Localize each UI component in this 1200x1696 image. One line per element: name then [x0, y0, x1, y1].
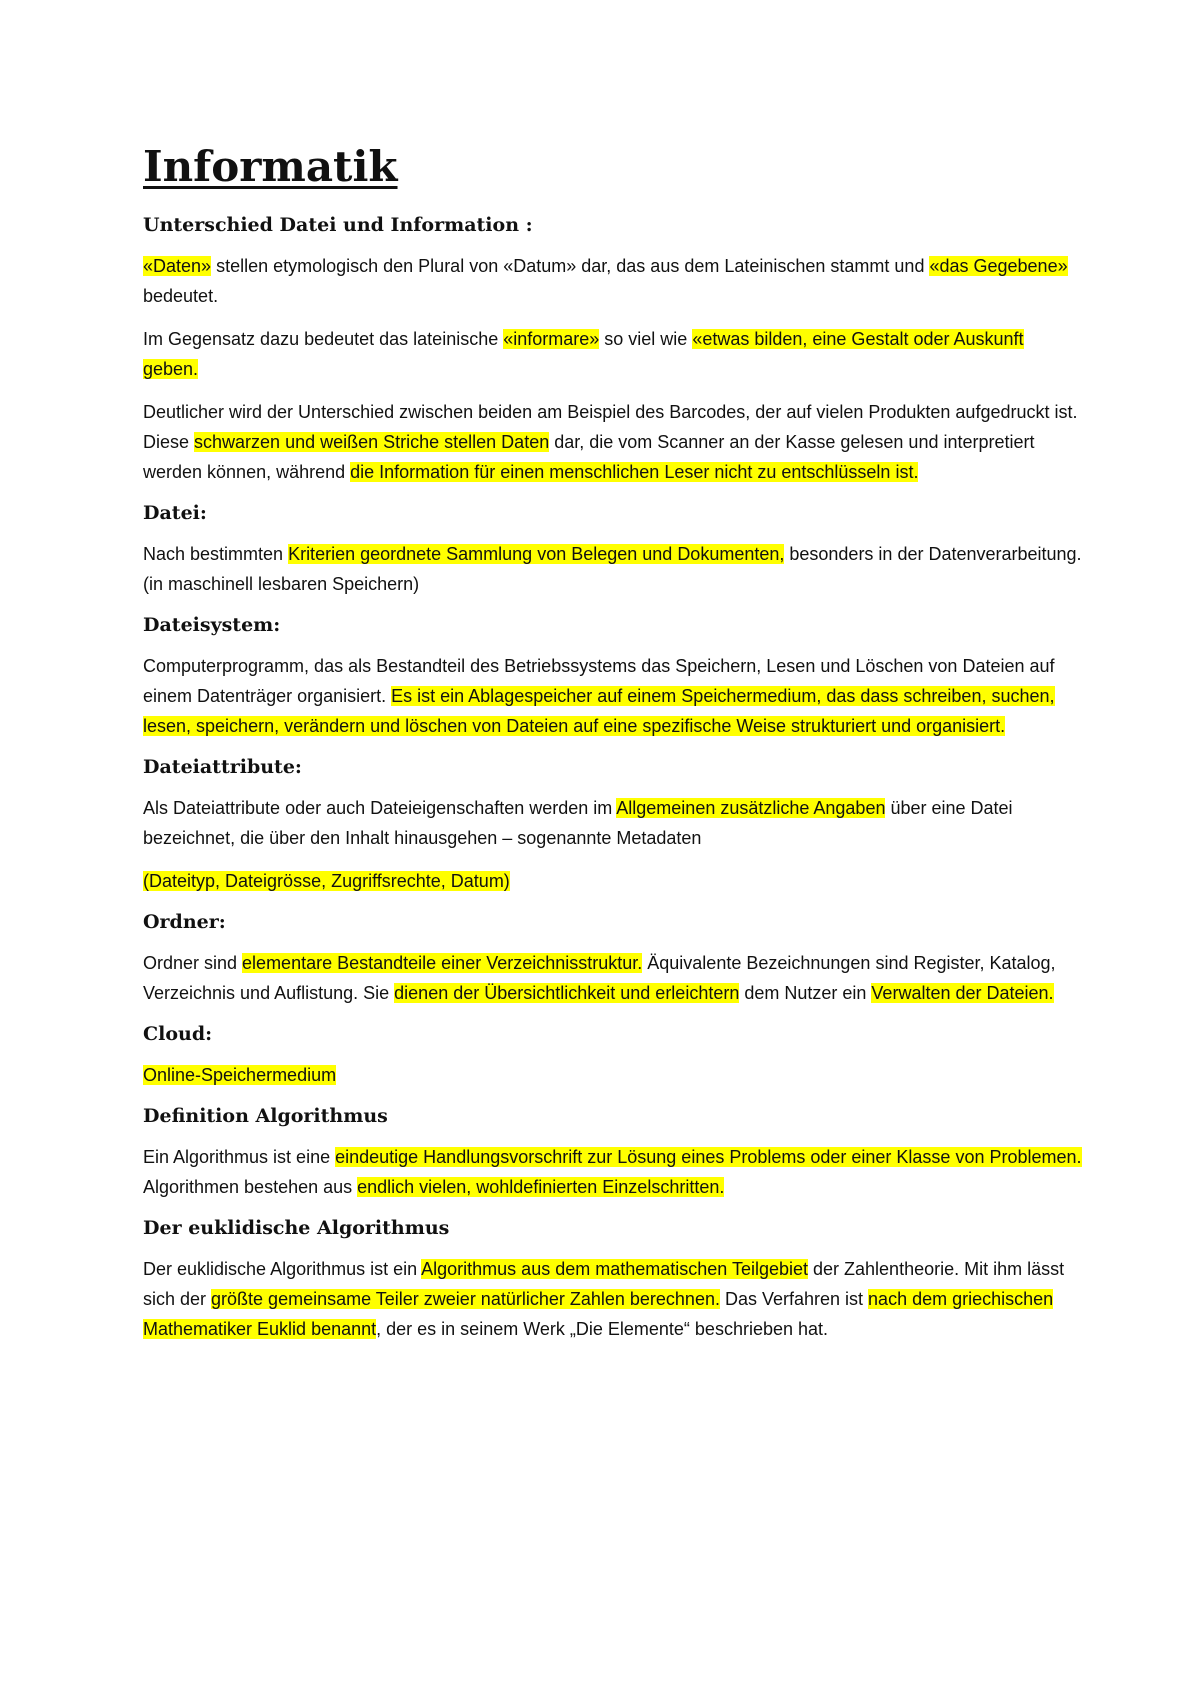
- text-run: über eine Datei bezeichnet, die über den Inhalt hinausgehen – sogenannte Metadaten: [143, 798, 1013, 848]
- highlighted-text: nach dem griechischen Mathematiker Euklid benannt: [143, 1289, 1054, 1339]
- highlighted-text: (Dateityp, Dateigrösse, Zugriffsrechte, Datum): [143, 871, 510, 891]
- paragraph: [143, 651, 1083, 741]
- highlighted-text: Verwalten der Dateien.: [871, 983, 1054, 1003]
- section-heading: Definition Algorithmus: [143, 1105, 388, 1127]
- section-heading: Dateisystem:: [143, 614, 281, 636]
- highlighted-text: «das Gegebene»: [929, 256, 1068, 276]
- text-run: Deutlicher wird der Unterschied zwischen beiden am Beispiel des Barcodes, der auf vielen Produkten aufgedruckt ist. Diese: [143, 402, 1078, 452]
- highlighted-text: Kriterien geordnete Sammlung von Belegen und Dokumenten,: [288, 544, 785, 564]
- paragraph: [143, 539, 1083, 599]
- highlighted-text: endlich vielen, wohldefinierten Einzelschritten.: [357, 1177, 725, 1197]
- paragraph: [143, 866, 1083, 896]
- paragraph: [143, 324, 1083, 384]
- text-run: Computerprogramm, das als Bestandteil des Betriebssystems das Speichern, Lesen und Löschen von Dateien auf einem Datenträger organisiert.: [143, 656, 1055, 706]
- document-page: [143, 140, 1083, 1357]
- text-run: dem Nutzer ein: [739, 983, 872, 1003]
- text-run: Nach bestimmten: [143, 544, 289, 564]
- section-heading: Cloud:: [143, 1023, 213, 1045]
- document-body: [143, 212, 1083, 1344]
- text-run: Im Gegensatz dazu bedeutet das lateinische: [143, 329, 504, 349]
- text-run: stellen etymologisch den Plural von «Datum» dar, das aus dem Lateinischen stammt und: [211, 256, 930, 276]
- text-run: besonders in der Datenverarbeitung. (in maschinell lesbaren Speichern): [143, 544, 1082, 594]
- text-run: Der euklidische Algorithmus ist ein: [143, 1259, 422, 1279]
- text-run: , der es in seinem Werk „Die Elemente“ beschrieben hat.: [376, 1319, 829, 1339]
- section-heading: Datei:: [143, 502, 207, 524]
- text-run: so viel wie: [599, 329, 693, 349]
- paragraph: [143, 948, 1083, 1008]
- highlighted-text: eindeutige Handlungsvorschrift zur Lösung eines Problems oder einer Klasse von Problemen.: [335, 1147, 1082, 1167]
- text-run: Als Dateiattribute oder auch Dateieigenschaften werden im: [143, 798, 617, 818]
- section-heading: Dateiattribute:: [143, 756, 302, 778]
- highlighted-text: «informare»: [503, 329, 600, 349]
- text-run: Das Verfahren ist: [719, 1289, 869, 1309]
- section-heading: Der euklidische Algorithmus: [143, 1217, 450, 1239]
- section-heading: Unterschied Datei und Information :: [143, 214, 533, 236]
- highlighted-text: dienen der Übersichtlichkeit und erleichtern: [394, 983, 740, 1003]
- highlighted-text: Allgemeinen zusätzliche Angaben: [616, 798, 886, 818]
- text-run: dar, die vom Scanner an der Kasse gelesen und interpretiert werden können, während: [143, 432, 1035, 482]
- paragraph: [143, 1254, 1083, 1344]
- highlighted-text: die Information für einen menschlichen Leser nicht zu entschlüsseln ist.: [350, 462, 919, 482]
- paragraph: [143, 251, 1083, 311]
- highlighted-text: Algorithmus aus dem mathematischen Teilgebiet: [421, 1259, 809, 1279]
- text-run: Äquivalente Bezeichnungen sind Register, Katalog, Verzeichnis und Auflistung. Sie: [143, 953, 1056, 1003]
- highlighted-text: «etwas bilden, eine Gestalt oder Auskunft geben.: [143, 329, 1024, 379]
- text-run: der Zahlentheorie. Mit ihm lässt sich der: [143, 1259, 1065, 1309]
- paragraph: [143, 1060, 1083, 1090]
- text-run: bedeutet.: [143, 286, 219, 306]
- text-run: Ordner sind: [143, 953, 243, 973]
- highlighted-text: «Daten»: [143, 256, 212, 276]
- paragraph: [143, 1142, 1083, 1202]
- paragraph: [143, 793, 1083, 853]
- document-title: Informatik: [143, 142, 398, 191]
- highlighted-text: größte gemeinsame Teiler zweier natürlicher Zahlen berechnen.: [211, 1289, 720, 1309]
- highlighted-text: Online-Speichermedium: [143, 1065, 337, 1085]
- highlighted-text: Es ist ein Ablagespeicher auf einem Speichermedium, das dass schreiben, suchen, lesen, speichern, verändern und löschen von Dateien auf eine spezifische Weise strukturiert und organisiert.: [143, 686, 1055, 736]
- paragraph: [143, 397, 1083, 487]
- text-run: Ein Algorithmus ist eine: [143, 1147, 336, 1167]
- text-run: Algorithmen bestehen aus: [143, 1177, 358, 1197]
- section-heading: Ordner:: [143, 911, 226, 933]
- highlighted-text: elementare Bestandteile einer Verzeichnisstruktur.: [242, 953, 643, 973]
- highlighted-text: schwarzen und weißen Striche stellen Daten: [194, 432, 550, 452]
